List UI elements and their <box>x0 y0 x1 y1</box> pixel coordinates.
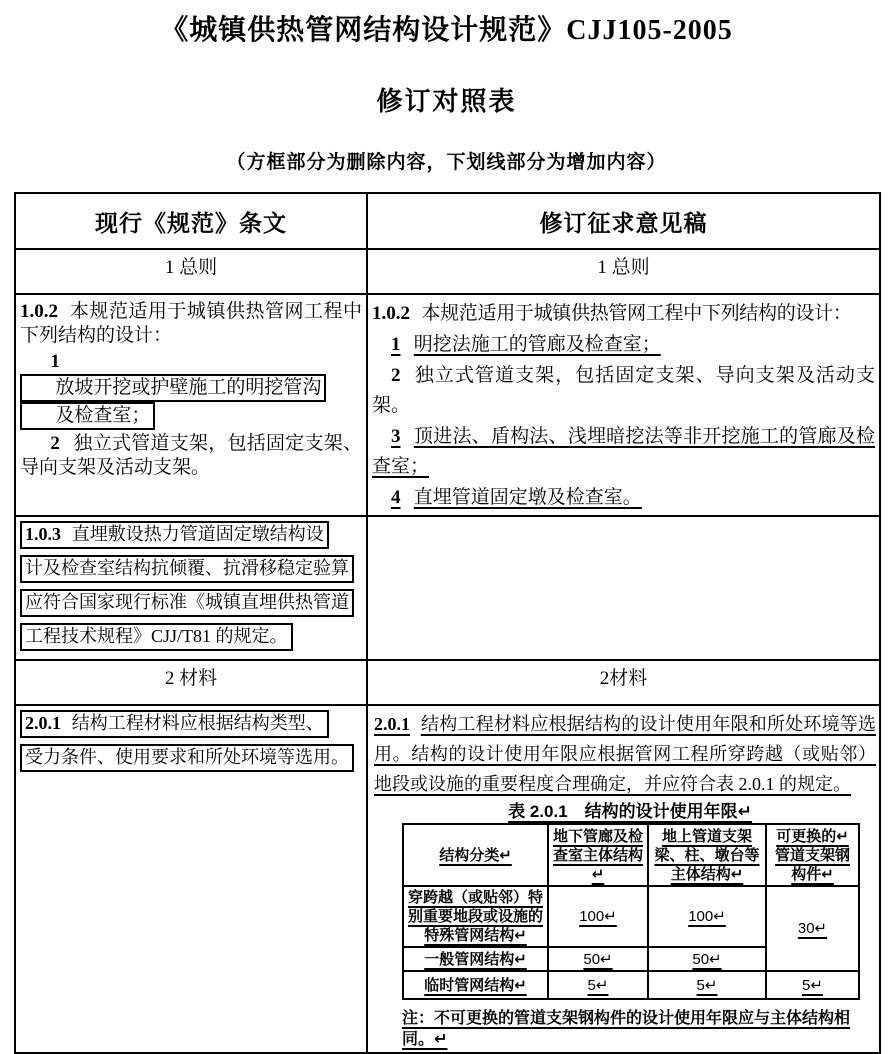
value-cell: 50↵ <box>648 947 766 971</box>
inner-row-special <box>403 886 859 947</box>
legend-note: （方框部分为删除内容，下划线部分为增加内容） <box>226 152 667 173</box>
value-cell-merged: 30↵ <box>766 886 859 971</box>
clause-number: 1.0.2 <box>372 303 410 324</box>
clause-201-revised-cell <box>367 705 880 1053</box>
col-header-revised: 修订征求意见稿 <box>367 193 880 249</box>
row-label: 一般管网结构↵ <box>403 947 548 971</box>
row-label: 穿跨越（或贴邻）特别重要地段或设施的特殊管网结构↵ <box>403 886 548 947</box>
clause-103-revised-cell-empty <box>367 516 880 660</box>
section-row-material <box>15 660 880 705</box>
clause-201-row <box>15 705 880 1053</box>
value-cell: 50↵ <box>548 947 648 971</box>
item-number: 4 <box>391 487 401 508</box>
clause-102-current-cell <box>15 294 367 516</box>
design-life-table <box>402 823 860 1000</box>
added-text: 直埋管道固定墩及检查室。 <box>413 487 642 508</box>
added-text: 明挖法施工的管廊及检查室； <box>413 334 661 355</box>
deleted-text: 结构工程材料应根据结构类型、 <box>71 713 324 733</box>
design-life-table-block <box>402 801 858 1050</box>
clause-number: 1.0.3 <box>25 524 61 544</box>
section-general-right: 1 总则 <box>367 249 880 294</box>
clause-intro: 本规范适用于城镇供热管网工程中下列结构的设计： <box>20 301 362 346</box>
inner-header-row <box>403 824 859 886</box>
section-general-left: 1 总则 <box>15 249 367 294</box>
value-cell: 100↵ <box>548 886 648 947</box>
item-number: 1 <box>391 334 401 355</box>
item-text: 独立式管道支架，包括固定支架、导向支架及活动支架。 <box>372 365 875 416</box>
inner-col-header-classification: 结构分类↵ <box>403 824 548 886</box>
item-number: 2 <box>391 365 401 386</box>
clause-102-revised-cell <box>367 294 880 516</box>
clause-201-current-cell <box>15 705 367 1053</box>
page-title: 《城镇供热管网结构设计规范》CJJ105-2005 <box>160 15 733 46</box>
clause-number: 1.0.2 <box>20 301 58 322</box>
inner-row-temporary <box>403 971 859 999</box>
added-text: 结构工程材料应根据结构的设计使用年限和所处环境等选用。结构的设计使用年限应根据管网工程所穿跨越（或贴邻）地段或设施的重要程度合理确定，并应符合表 2.0.1 的规定。 <box>374 714 876 794</box>
section-row-general <box>15 249 880 294</box>
clause-number: 2.0.1 <box>374 714 410 734</box>
clause-number: 2.0.1 <box>25 713 61 733</box>
item-text: 独立式管道支架，包括固定支架、导向支架及活动支架。 <box>20 433 362 478</box>
deleted-box: 放坡开挖或护壁施工的明挖管沟 <box>20 374 326 402</box>
deleted-box: 及检查室； <box>20 402 155 430</box>
section-material-right: 2材料 <box>367 660 880 705</box>
deleted-text: 直埋敷设热力管道固定墩结构设 <box>71 524 324 544</box>
inner-col-header-underground: 地下管廊及检查室主体结构↵ <box>548 824 648 886</box>
value-cell: 5↵ <box>766 971 859 999</box>
item-number: 2 <box>50 433 60 454</box>
deleted-box <box>20 710 329 738</box>
deleted-box: 工程技术规程》CJJ/T81 的规定。 <box>20 623 293 651</box>
item-number: 1 <box>50 351 60 372</box>
item-number: 3 <box>391 426 401 447</box>
value-cell: 5↵ <box>548 971 648 999</box>
clause-103-current-cell <box>15 516 367 660</box>
deleted-box: 受力条件、使用要求和所处环境等选用。 <box>20 744 354 772</box>
deleted-box <box>20 521 329 549</box>
inner-table-note: 注：不可更换的管道支架钢构件的设计使用年限应与主体结构相同。↵ <box>402 1010 851 1048</box>
value-cell: 5↵ <box>648 971 766 999</box>
clause-intro: 本规范适用于城镇供热管网工程中下列结构的设计： <box>421 303 852 324</box>
section-material-left: 2 材料 <box>15 660 367 705</box>
page-subtitle: 修订对照表 <box>376 87 517 116</box>
row-label: 临时管网结构↵ <box>403 971 548 999</box>
clause-102-row <box>15 294 880 516</box>
added-text: 顶进法、盾构法、浅埋暗挖法等非开挖施工的管廊及检查室； <box>372 426 875 477</box>
deleted-box: 应符合国家现行标准《城镇直埋供热管道 <box>20 589 354 617</box>
comparison-table <box>14 192 881 1054</box>
inner-col-header-aboveground: 地上管道支架梁、柱、墩台等主体结构↵ <box>648 824 766 886</box>
inner-col-header-replaceable: 可更换的↵管道支架钢构件↵ <box>766 824 859 886</box>
document-page <box>0 10 893 1048</box>
value-cell: 100↵ <box>648 886 766 947</box>
inner-table-title: 表 2.0.1 结构的设计使用年限↵ <box>508 802 752 821</box>
clause-103-row <box>15 516 880 660</box>
header-row <box>15 193 880 249</box>
deleted-box: 计及检查室结构抗倾覆、抗滑移稳定验算 <box>20 555 354 583</box>
col-header-current: 现行《规范》条文 <box>15 193 367 249</box>
